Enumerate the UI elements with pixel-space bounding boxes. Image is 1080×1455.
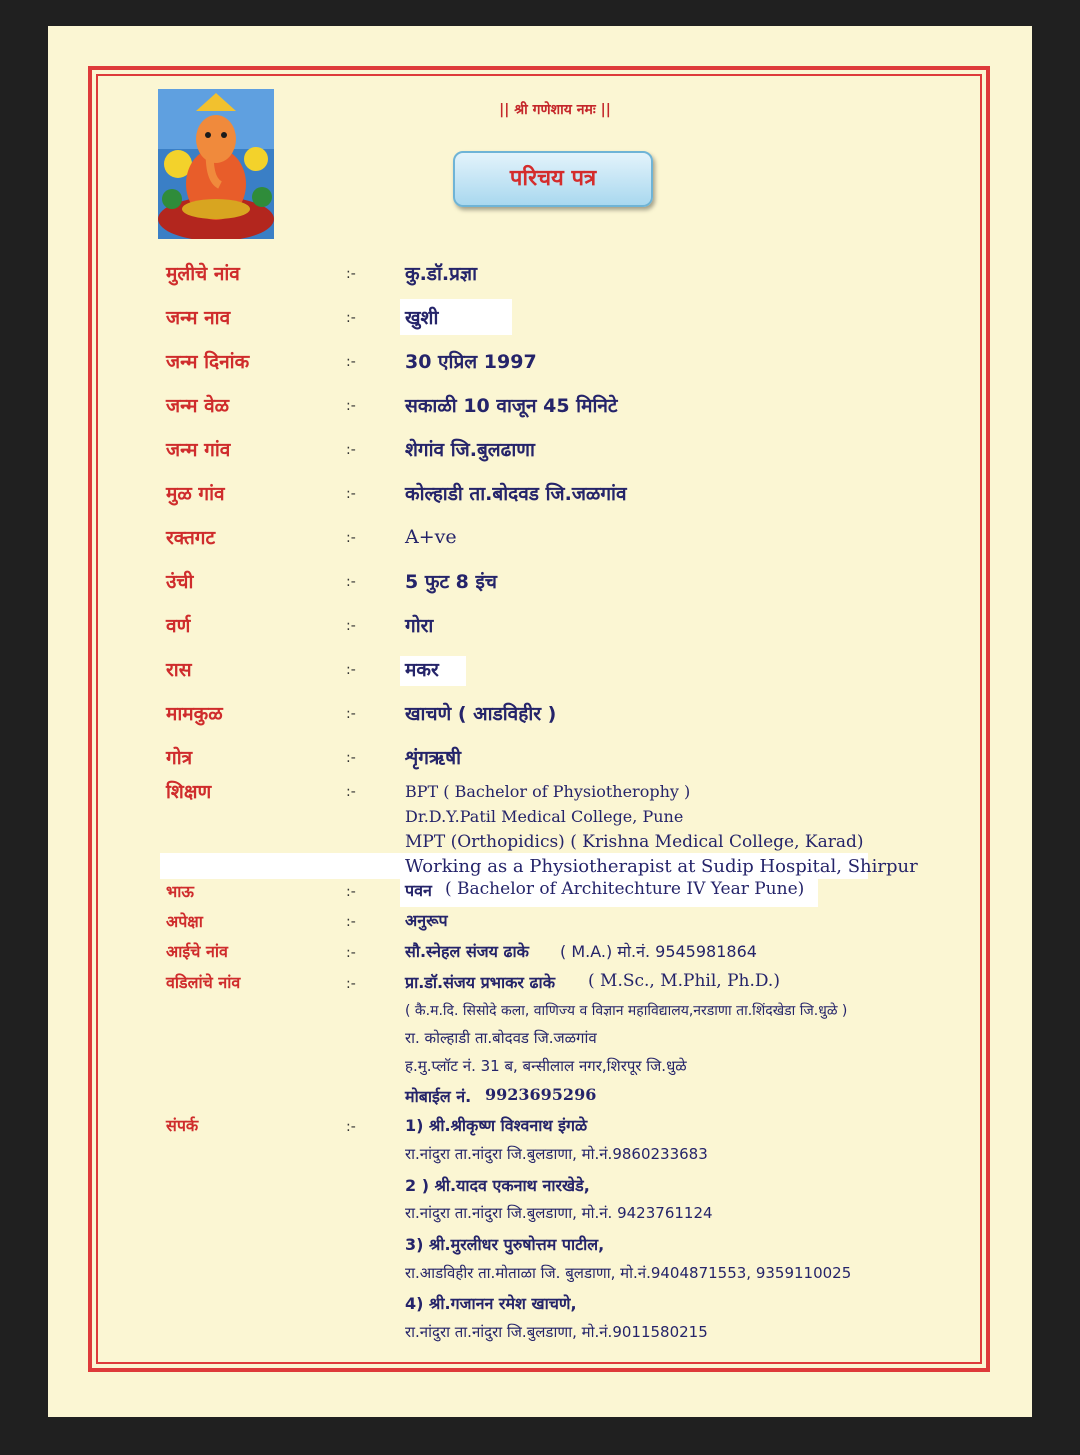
father-mobile-label: मोबाईल नं. xyxy=(405,1087,472,1106)
father-address-line: ( कै.म.दि. सिसोदे कला, वाणिज्य व विज्ञान महाविद्यालय,नरडाणा ता.शिंदखेडा जि.धुळे ) xyxy=(405,1003,848,1019)
label-birth-time: जन्म वेळ xyxy=(166,395,230,417)
contact-person-address: रा.नांदुरा ता.नांदुरा जि.बुलडाणा, मो.नं. 9423761124 xyxy=(405,1204,713,1222)
label-complexion: वर्ण xyxy=(166,615,191,637)
value-birth-place: शेगांव जि.बुलढाणा xyxy=(405,439,535,461)
father-address-line: ह.मु.प्लॉट नं. 31 ब, बन्सीलाल नगर,शिरपूर जि.धुळे xyxy=(405,1057,687,1075)
value-rashi: मकर xyxy=(405,659,439,681)
label-rashi: रास xyxy=(166,659,192,681)
label-gotra: गोत्र xyxy=(166,747,193,769)
education-line: Dr.D.Y.Patil Medical College, Pune xyxy=(405,807,684,826)
contact-person-name: 1) श्री.श्रीकृष्ण विश्वनाथ इंगळे xyxy=(405,1116,588,1135)
education-line: MPT (Orthopidics) ( Krishna Medical College, Karad) xyxy=(405,832,864,852)
label-contact: संपर्क xyxy=(166,1116,199,1135)
ganesha-image xyxy=(158,89,274,239)
separator: :- xyxy=(346,976,356,992)
value-father-detail: ( M.Sc., M.Phil, Ph.D.) xyxy=(588,971,780,991)
father-address-line: रा. कोल्हाडी ता.बोदवड जि.जळगांव xyxy=(405,1029,597,1047)
value-father-name: प्रा.डॉ.संजय प्रभाकर ढाके xyxy=(405,973,555,992)
label-education: शिक्षण xyxy=(166,781,212,803)
value-birth-date: 30 एप्रिल 1997 xyxy=(405,351,537,373)
label-height: उंची xyxy=(166,571,194,593)
separator: :- xyxy=(346,618,356,634)
label-mother: आईचे नांव xyxy=(166,942,228,961)
separator: :- xyxy=(346,706,356,722)
label-birth-name: जन्म नाव xyxy=(166,307,231,329)
label-native-place: मुळ गांव xyxy=(166,483,225,505)
value-birth-name: खुशी xyxy=(405,307,439,329)
label-blood-group: रक्तगट xyxy=(166,527,216,549)
label-mamkul: मामकुळ xyxy=(166,703,223,725)
separator: :- xyxy=(346,574,356,590)
separator: :- xyxy=(346,398,356,414)
page-title: परिचय पत्र xyxy=(453,151,653,207)
label-brother: भाऊ xyxy=(166,882,194,901)
contact-person-address: रा.नांदुरा ता.नांदुरा जि.बुलडाणा, मो.नं.9860233683 xyxy=(405,1145,708,1163)
value-brother-detail: ( Bachelor of Architechture IV Year Pune) xyxy=(445,879,805,899)
separator: :- xyxy=(346,945,356,961)
contact-person-name: 2 ) श्री.यादव एकनाथ नारखेडे, xyxy=(405,1176,590,1195)
value-blood-group: A+ve xyxy=(405,526,457,548)
contact-person-name: 4) श्री.गजानन रमेश खाचणे, xyxy=(405,1294,577,1313)
separator: :- xyxy=(346,662,356,678)
label-birth-date: जन्म दिनांक xyxy=(166,351,250,373)
separator: :- xyxy=(346,884,356,900)
education-line: Working as a Physiotherapist at Sudip Hospital, Shirpur xyxy=(405,856,918,877)
father-mobile: 9923695296 xyxy=(485,1085,597,1104)
value-mother-detail: ( M.A.) मो.नं. 9545981864 xyxy=(560,942,757,961)
education-line: BPT ( Bachelor of Physiotherophy ) xyxy=(405,782,691,801)
separator: :- xyxy=(346,442,356,458)
separator: :- xyxy=(346,784,356,800)
separator: :- xyxy=(346,750,356,766)
value-native-place: कोल्हाडी ता.बोदवड जि.जळगांव xyxy=(405,483,627,505)
contact-person-address: रा.आडविहीर ता.मोताळा जि. बुलडाणा, मो.नं.9404871553, 9359110025 xyxy=(405,1264,852,1282)
label-birth-place: जन्म गांव xyxy=(166,439,231,461)
invocation-text: || श्री गणेशाय नमः || xyxy=(499,102,611,118)
separator: :- xyxy=(346,354,356,370)
value-name: कु.डॉ.प्रज्ञा xyxy=(405,263,478,285)
separator: :- xyxy=(346,266,356,282)
separator: :- xyxy=(346,914,356,930)
value-height: 5 फुट 8 इंच xyxy=(405,571,497,593)
contact-person-name: 3) श्री.मुरलीधर पुरुषोत्तम पाटील, xyxy=(405,1235,605,1254)
separator: :- xyxy=(346,486,356,502)
value-gotra: शृंगऋषी xyxy=(405,747,462,769)
value-expectation: अनुरूप xyxy=(405,911,448,930)
contact-person-address: रा.नांदुरा ता.नांदुरा जि.बुलडाणा, मो.नं.9011580215 xyxy=(405,1323,708,1341)
label-father: वडिलांचे नांव xyxy=(166,973,241,992)
value-mamkul: खाचणे ( आडविहीर ) xyxy=(405,703,557,725)
separator: :- xyxy=(346,1119,356,1135)
value-birth-time: सकाळी 10 वाजून 45 मिनिटे xyxy=(405,395,618,417)
value-brother-name: पवन xyxy=(405,881,432,900)
value-mother-name: सौ.स्नेहल संजय ढाके xyxy=(405,942,529,961)
separator: :- xyxy=(346,310,356,326)
value-complexion: गोरा xyxy=(405,615,434,637)
label-expectation: अपेक्षा xyxy=(166,912,203,931)
label-name: मुलीचे नांव xyxy=(166,263,240,285)
separator: :- xyxy=(346,530,356,546)
